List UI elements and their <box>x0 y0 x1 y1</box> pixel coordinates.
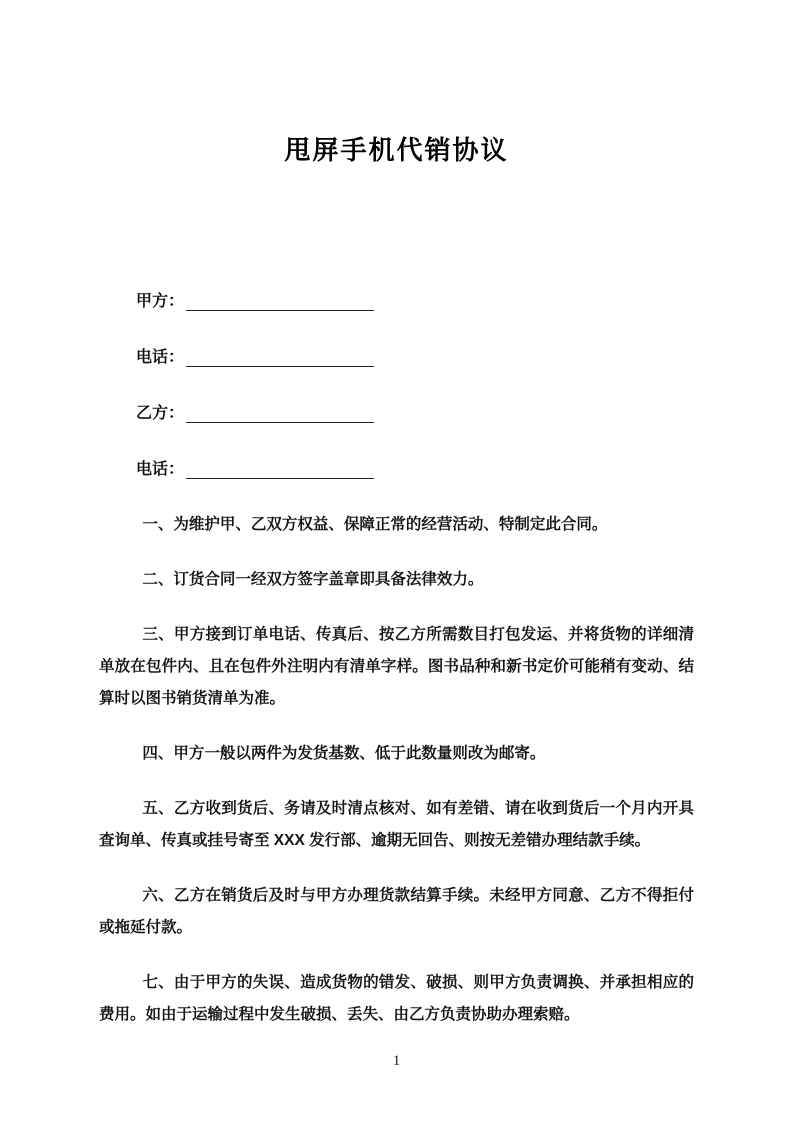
field-party-b-blank-line <box>186 403 374 423</box>
field-phone-b-blank-line <box>186 459 374 479</box>
field-party-a-blank-line <box>186 291 374 311</box>
clause-6: 六、乙方在销货后及时与甲方办理货款结算手续。未经甲方同意、乙方不得拒付或拖延付款。 <box>99 887 694 936</box>
clause-3: 三、甲方接到订单电话、传真后、按乙方所需数目打包发运、并将货物的详细清单放在包件内、且在包件外注明内有清单字样。图书品种和新书定价可能稍有变动、结算时以图书销货清单为准。 <box>99 626 694 707</box>
field-phone-b-label: 电话： <box>136 460 185 478</box>
document-title: 甩屏手机代销协议 <box>284 135 509 165</box>
clause-2: 二、订货合同一经双方签字盖章即具备法律效力。 <box>142 571 484 588</box>
field-phone-a-blank-line <box>186 347 374 367</box>
field-party-a-label: 甲方： <box>136 292 185 310</box>
party-fields-section <box>136 285 694 479</box>
clause-4: 四、甲方一般以两件为发货基数、低于此数量则改为邮寄。 <box>142 745 546 762</box>
page-number: 1 <box>392 1053 401 1069</box>
clause-7: 七、由于甲方的失误、造成货物的错发、破损、则甲方负责调换、并承担相应的费用。如由于运输过程中发生破损、丢失、由乙方负责协助办理索赔。 <box>99 974 694 1023</box>
clause-1: 一、为维护甲、乙双方权益、保障正常的经营活动、特制定此合同。 <box>142 516 608 533</box>
contract-clauses-section <box>99 509 694 1031</box>
clause-5: 五、乙方收到货后、务请及时清点核对、如有差错、请在收到货后一个月内开具查询单、传真或挂号寄至 XXX 发行部、逾期无回告、则按无差错办理结款手续。 <box>99 800 694 849</box>
field-party-a <box>136 285 694 311</box>
field-phone-b <box>136 453 694 479</box>
field-phone-a-label: 电话： <box>136 348 185 366</box>
field-phone-a <box>136 341 694 367</box>
field-party-b-label: 乙方： <box>136 404 185 422</box>
field-party-b <box>136 397 694 423</box>
